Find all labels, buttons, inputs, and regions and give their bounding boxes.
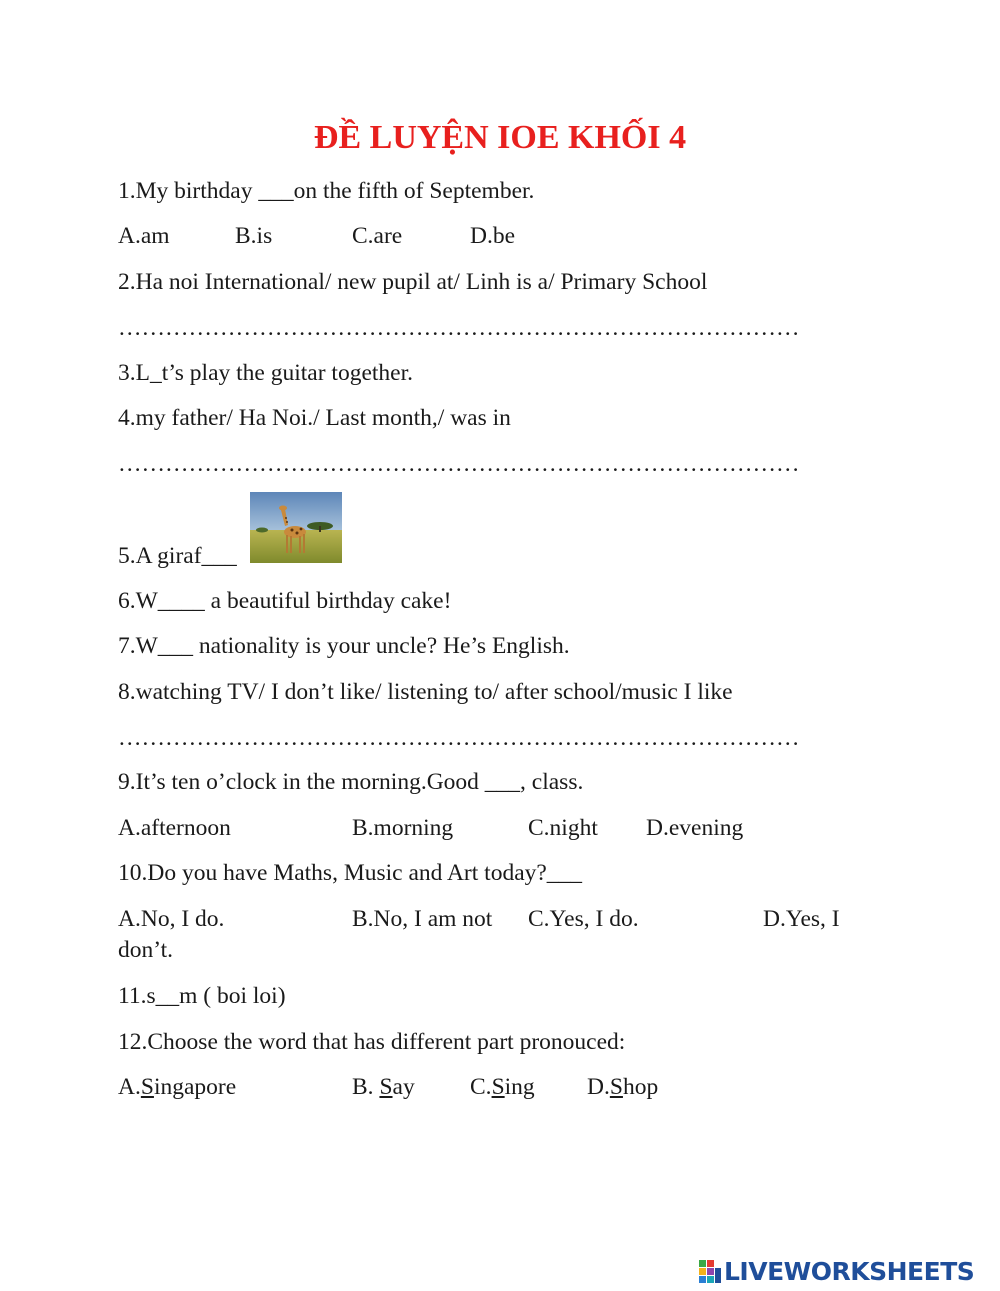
- brand-name: LIVEWORKSHEETS: [724, 1256, 975, 1286]
- option-d[interactable]: D.be: [470, 223, 516, 249]
- option-a[interactable]: A.No, I do.: [118, 906, 225, 932]
- question-8: 8.watching TV/ I don’t like/ listening to/ after school/music I like: [118, 679, 733, 705]
- option-a[interactable]: A.am: [118, 223, 170, 249]
- option-b[interactable]: B.morning: [352, 815, 454, 841]
- option-d-continued: don’t.: [118, 937, 174, 963]
- liveworksheets-logo-icon: [698, 1257, 722, 1285]
- giraffe-photo: [250, 492, 342, 563]
- question-1-options: [118, 221, 818, 251]
- answer-line-8[interactable]: ……………………………………………………………………………: [118, 725, 800, 751]
- option-d[interactable]: D.Yes, I: [763, 906, 840, 932]
- question-10-options: [118, 904, 858, 934]
- question-4: 4.my father/ Ha Noi./ Last month,/ was in: [118, 405, 511, 431]
- question-9: 9.It’s ten o’clock in the morning.Good ___, class.: [118, 769, 584, 795]
- option-d[interactable]: D.Shop: [587, 1074, 659, 1100]
- question-9-options: [118, 813, 818, 843]
- option-a[interactable]: A.Singapore: [118, 1074, 237, 1100]
- giraffe-icon: [250, 492, 342, 563]
- option-c[interactable]: C.night: [528, 815, 598, 841]
- liveworksheets-brand: [698, 1254, 974, 1288]
- answer-line-2[interactable]: ……………………………………………………………………………: [118, 315, 800, 341]
- option-b[interactable]: B. Say: [352, 1074, 415, 1100]
- question-12: 12.Choose the word that has different part pronouced:: [118, 1029, 626, 1055]
- option-c[interactable]: C.Sing: [470, 1074, 535, 1100]
- option-d[interactable]: D.evening: [646, 815, 744, 841]
- question-12-options: [118, 1072, 818, 1102]
- option-b[interactable]: B.No, I am not: [352, 906, 493, 932]
- option-b[interactable]: B.is: [235, 223, 273, 249]
- question-3: 3.L_t’s play the guitar together.: [118, 360, 413, 386]
- question-10: 10.Do you have Maths, Music and Art today?___: [118, 860, 583, 886]
- option-c[interactable]: C.Yes, I do.: [528, 906, 639, 932]
- question-7: 7.W___ nationality is your uncle? He’s English.: [118, 633, 570, 659]
- option-a[interactable]: A.afternoon: [118, 815, 231, 841]
- option-c[interactable]: C.are: [352, 223, 403, 249]
- question-6: 6.W____ a beautiful birthday cake!: [118, 588, 452, 614]
- question-2: 2.Ha noi International/ new pupil at/ Linh is a/ Primary School: [118, 269, 708, 295]
- worksheet-title: ĐỀ LUYỆN IOE KHỐI 4: [313, 119, 687, 156]
- question-11: 11.s__m ( boi loi): [118, 983, 286, 1009]
- question-1: 1.My birthday ___on the fifth of September.: [118, 178, 535, 204]
- question-5: 5.A giraf___: [118, 543, 237, 569]
- answer-line-4[interactable]: ……………………………………………………………………………: [118, 451, 800, 477]
